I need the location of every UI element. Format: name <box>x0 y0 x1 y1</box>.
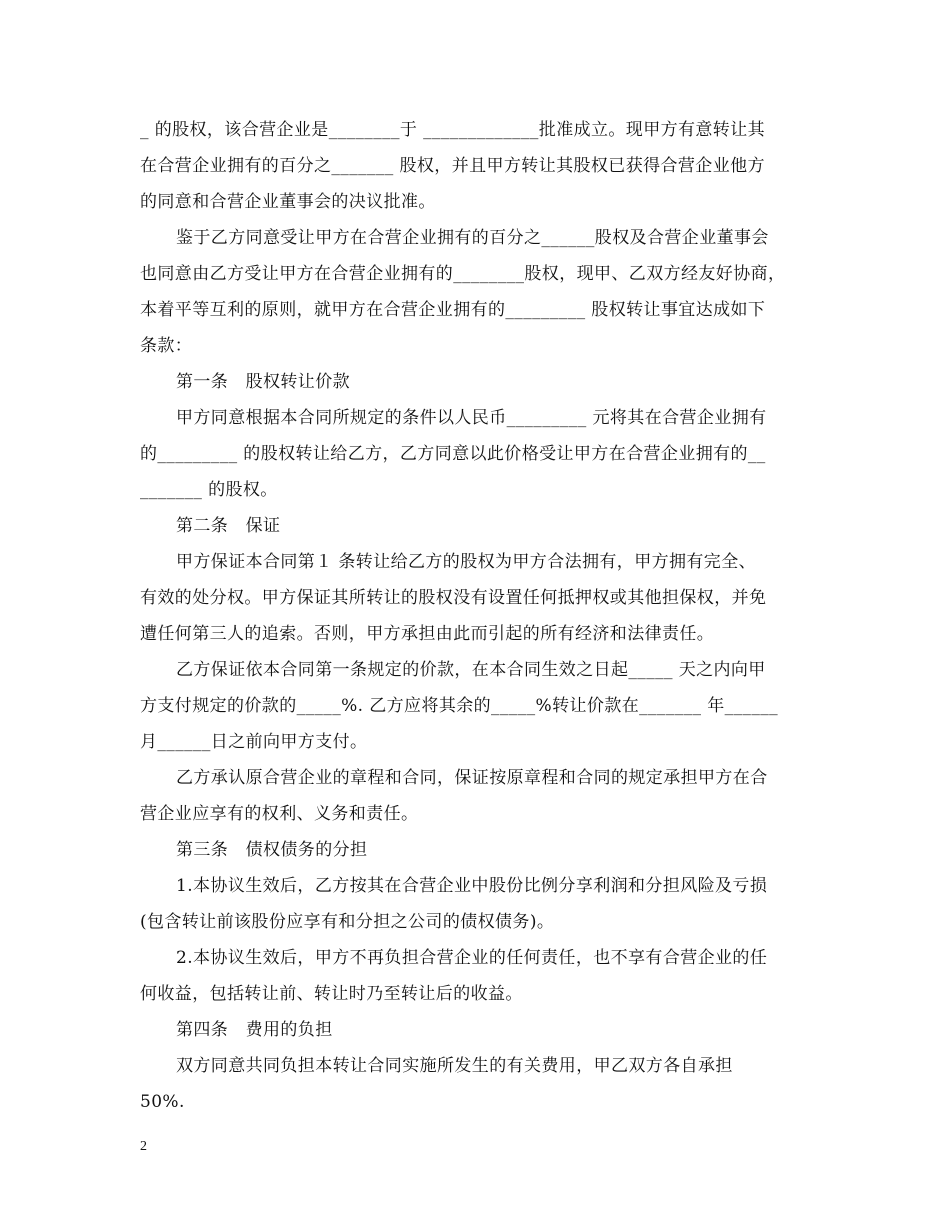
text-line: 甲方同意根据本合同所规定的条件以人民币_________ 元将其在合营企业拥有 <box>176 408 767 428</box>
section-heading: 第一条 股权转让价款 <box>176 372 350 392</box>
text-line: 1.本协议生效后，乙方按其在合营企业中股份比例分享利润和分担风险及亏损 <box>176 876 768 896</box>
text-line: 鉴于乙方同意受让甲方在合营企业拥有的百分之______股权及合营企业董事会 <box>176 228 769 248</box>
text-line: 在合营企业拥有的百分之_______ 股权，并且甲方转让其股权已获得合营企业他方 <box>140 156 765 176</box>
text-line: 50%. <box>140 1092 185 1112</box>
text-line: 乙方保证依本合同第一条规定的价款，在本合同生效之日起_____ 天之内向甲 <box>176 660 766 680</box>
section-heading: 第四条 费用的负担 <box>176 1020 333 1040</box>
text-line: 营企业应享有的权利、义务和责任。 <box>140 804 419 824</box>
text-line: 双方同意共同负担本转让合同实施所发生的有关费用，甲乙双方各自承担 <box>176 1056 733 1076</box>
text-line: 的_________ 的股权转让给乙方，乙方同意以此价格受让甲方在合营企业拥有的__ <box>140 444 766 464</box>
text-line: 乙方承认原合营企业的章程和合同，保证按原章程和合同的规定承担甲方在合 <box>176 768 768 788</box>
section-heading: 第三条 债权债务的分担 <box>176 840 368 860</box>
text-line: 也同意由乙方受让甲方在合营企业拥有的________股权，现甲、乙双方经友好协商， <box>140 264 786 284</box>
text-line: 有效的处分权。甲方保证其所转让的股权没有设置任何抵押权或其他担保权，并免 <box>140 588 767 608</box>
text-line: 何收益，包括转让前、转让时乃至转让后的收益。 <box>140 984 523 1004</box>
text-line: 月______日之前向甲方支付。 <box>140 732 368 752</box>
text-line: (包含转让前该股份应享有和分担之公司的债权债务)。 <box>140 912 555 932</box>
text-line: 遭任何第三人的追索。否则，甲方承担由此而引起的所有经济和法律责任。 <box>140 624 715 644</box>
text-line: 方支付规定的价款的_____%. 乙方应将其余的_____%转让价款在_______ 年______ <box>140 696 779 716</box>
text-line: _ 的股权，该合营企业是________于 _____________批准成立。现甲方有意转让其 <box>140 120 766 140</box>
text-line: 的同意和合营企业董事会的决议批准。 <box>140 192 436 212</box>
text-line: 甲方保证本合同第１ 条转让给乙方的股权为甲方合法拥有，甲方拥有完全、 <box>176 552 757 572</box>
text-line: _______ 的股权。 <box>140 480 278 500</box>
page-number: 2 <box>140 1139 147 1154</box>
text-line: 条款： <box>140 336 193 356</box>
text-line: 本着平等互利的原则，就甲方在合营企业拥有的_________ 股权转让事宜达成如下 <box>140 300 766 320</box>
text-line: 2.本协议生效后，甲方不再负担合营企业的任何责任，也不享有合营企业的任 <box>176 948 768 968</box>
section-heading: 第二条 保证 <box>176 516 281 536</box>
